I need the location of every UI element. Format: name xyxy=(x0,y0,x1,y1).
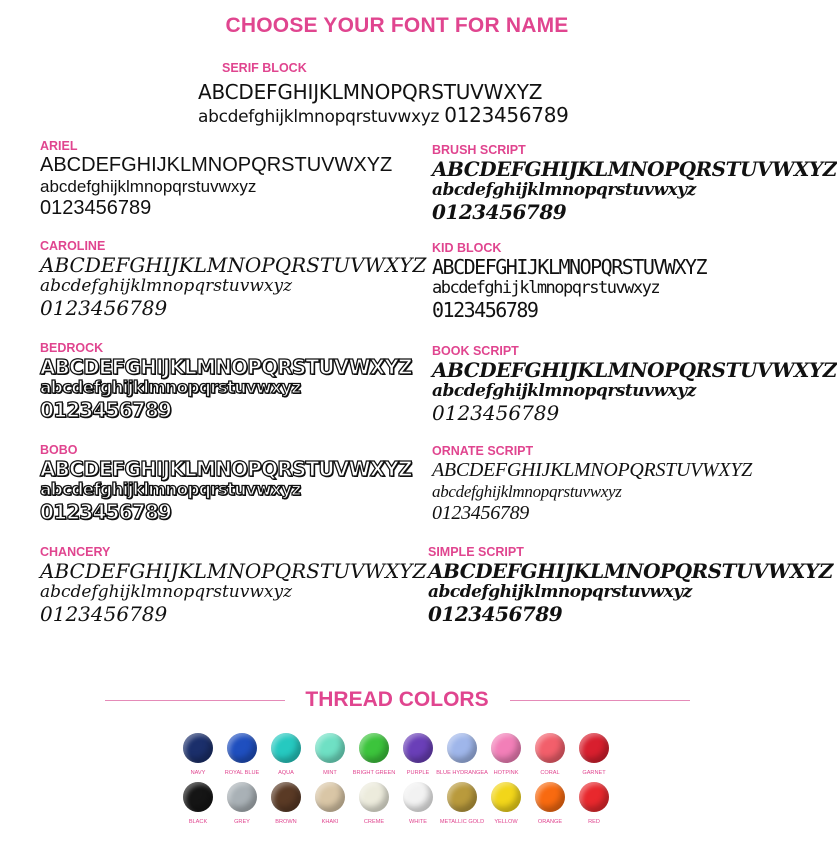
swatch-label: GREY xyxy=(234,819,250,825)
swatch-label: CREME xyxy=(363,819,385,825)
digits-sample: 0123456789 xyxy=(40,295,168,320)
uppercase-sample: ABCDEFGHIJKLMNOPQRSTUVWXYZ xyxy=(40,253,427,277)
color-swatch-coral[interactable] xyxy=(528,733,572,776)
swatch-label: AQUA xyxy=(278,770,294,776)
thread-spool-icon xyxy=(447,782,477,812)
lowercase-sample: abcdefghijklmnopqrstuvwxyz xyxy=(428,582,692,602)
color-swatch-orange[interactable] xyxy=(528,782,572,825)
thread-spool-icon xyxy=(579,733,609,763)
thread-spool-icon xyxy=(315,782,345,812)
font-label: ARIEL xyxy=(40,139,78,153)
thread-spool-icon xyxy=(579,782,609,812)
thread-spool-icon xyxy=(359,733,389,763)
thread-spool-icon xyxy=(183,733,213,763)
swatch-label: ROYAL BLUE xyxy=(224,770,260,776)
digits-sample: 0123456789 xyxy=(432,199,567,224)
color-swatch-royal-blue[interactable] xyxy=(220,733,264,776)
uppercase-sample: ABCDEFGHIJKLMNOPQRSTUVWXYZ xyxy=(428,559,833,583)
thread-spool-icon xyxy=(447,733,477,763)
color-swatch-purple[interactable] xyxy=(396,733,440,776)
font-label: ORNATE SCRIPT xyxy=(432,444,534,458)
color-swatch-hotpink[interactable] xyxy=(484,733,528,776)
thread-spool-icon xyxy=(271,733,301,763)
color-swatch-grey[interactable] xyxy=(220,782,264,825)
swatch-label: ORANGE xyxy=(537,819,563,825)
color-swatch-brown[interactable] xyxy=(264,782,308,825)
lowercase-sample: abcdefghijklmnopqrstuvwxyz xyxy=(432,278,660,298)
swatch-row xyxy=(176,733,616,776)
lowercase-sample: abcdefghijklmnopqrstuvwxyz xyxy=(40,582,293,602)
swatch-label: WHITE xyxy=(408,819,428,825)
swatch-label: BRIGHT GREEN xyxy=(352,770,396,776)
thread-colors-title: THREAD COLORS xyxy=(305,688,489,711)
font-label: SERIF BLOCK xyxy=(222,61,307,75)
uppercase-sample: ABCDEFGHIJKLMNOPQRSTUVWXYZ xyxy=(198,80,543,104)
font-sample-ariel[interactable] xyxy=(40,138,400,220)
lowercase-sample: abcdefghijklmnopqrstuvwxyz xyxy=(40,378,301,398)
lowercase-sample: abcdefghijklmnopqrstuvwxyz xyxy=(40,276,293,296)
uppercase-sample: ABCDEFGHIJKLMNOPQRSTUVWXYZ xyxy=(40,355,412,379)
swatch-row xyxy=(176,782,616,825)
thread-spool-icon xyxy=(315,733,345,763)
color-swatch-white[interactable] xyxy=(396,782,440,825)
color-swatch-navy[interactable] xyxy=(176,733,220,776)
color-swatch-khaki[interactable] xyxy=(308,782,352,825)
swatch-label: GARNET xyxy=(582,770,606,776)
thread-spool-icon xyxy=(271,782,301,812)
page-title: CHOOSE YOUR FONT FOR NAME xyxy=(225,14,569,37)
uppercase-sample: ABCDEFGHIJKLMNOPQRSTUVWXYZ xyxy=(432,255,707,279)
font-label: BOBO xyxy=(40,443,78,457)
swatch-label: BLACK xyxy=(188,819,208,825)
thread-spool-icon xyxy=(403,733,433,763)
font-sample-bobo[interactable] xyxy=(40,442,412,524)
font-sample-bedrock[interactable] xyxy=(40,340,412,422)
swatch-label: PURPLE xyxy=(406,770,430,776)
font-sample-brush-script[interactable] xyxy=(432,142,837,224)
swatch-label: CORAL xyxy=(540,770,560,776)
thread-spool-icon xyxy=(535,782,565,812)
digits-sample: 0123456789 xyxy=(428,601,563,626)
uppercase-sample: ABCDEFGHIJKLMNOPQRSTUVWXYZ xyxy=(40,559,427,583)
thread-spool-icon xyxy=(183,782,213,812)
thread-spool-icon xyxy=(403,782,433,812)
color-swatch-black[interactable] xyxy=(176,782,220,825)
color-swatch-yellow[interactable] xyxy=(484,782,528,825)
swatch-label: RED xyxy=(588,819,600,825)
uppercase-sample: ABCDEFGHIJKLMNOPQRSTUVWXYZ xyxy=(40,457,412,481)
color-swatch-metallic-gold[interactable] xyxy=(440,782,484,825)
thread-spool-icon xyxy=(491,733,521,763)
thread-colors-header xyxy=(0,686,794,716)
divider xyxy=(510,700,690,701)
thread-spool-icon xyxy=(227,733,257,763)
lowercase-sample: abcdefghijklmnopqrstuvwxyz xyxy=(40,480,301,500)
thread-spool-icon xyxy=(535,733,565,763)
font-sample-simple-script[interactable] xyxy=(428,544,833,626)
digits-sample: 0123456789 xyxy=(432,297,538,322)
font-label: KID BLOCK xyxy=(432,241,502,255)
thread-spool-icon xyxy=(491,782,521,812)
font-label: BRUSH SCRIPT xyxy=(432,143,526,157)
lowercase-sample: abcdefghijklmnopqrstuvwxyz xyxy=(198,107,440,127)
digits-sample: 0123456789 xyxy=(444,103,569,127)
color-swatch-garnet[interactable] xyxy=(572,733,616,776)
uppercase-sample: ABCDEFGHIJKLMNOPQRSTUVWXYZ xyxy=(432,157,837,181)
color-swatch-blue-hydrangea[interactable] xyxy=(436,733,488,776)
color-swatch-mint[interactable] xyxy=(308,733,352,776)
font-label: BEDROCK xyxy=(40,341,104,355)
swatch-label: HOTPINK xyxy=(493,770,519,776)
color-swatch-bright-green[interactable] xyxy=(352,733,396,776)
swatch-label: MINT xyxy=(323,770,337,776)
thread-spool-icon xyxy=(359,782,389,812)
swatch-label: KHAKI xyxy=(321,819,339,825)
color-swatch-red[interactable] xyxy=(572,782,616,825)
uppercase-sample: ABCDEFGHIJKLMNOPQRSTUVWXYZ xyxy=(40,154,393,176)
digits-sample: 0123456789 xyxy=(432,400,560,425)
swatch-label: YELLOW xyxy=(494,819,518,825)
digits-sample: 0123456789 xyxy=(432,501,530,524)
font-label: CAROLINE xyxy=(40,239,106,253)
lowercase-sample: abcdefghijklmnopqrstuvwxyz xyxy=(432,482,622,501)
font-sample-serif-block[interactable] xyxy=(198,60,618,128)
font-sample-ornate-script[interactable] xyxy=(432,443,792,525)
font-sample-kid-block[interactable] xyxy=(432,240,792,322)
lowercase-digits-sample xyxy=(198,104,618,128)
lowercase-sample: abcdefghijklmnopqrstuvwxyz xyxy=(40,177,257,196)
uppercase-sample: ABCDEFGHIJKLMNOPQRSTUVWXYZ xyxy=(432,459,752,481)
swatch-label: NAVY xyxy=(190,770,206,776)
font-label: CHANCERY xyxy=(40,545,111,559)
color-swatch-creme[interactable] xyxy=(352,782,396,825)
swatch-label: METALLIC GOLD xyxy=(439,819,485,825)
lowercase-sample: abcdefghijklmnopqrstuvwxyz xyxy=(432,180,696,200)
digits-sample: 0123456789 xyxy=(40,196,152,219)
font-label: SIMPLE SCRIPT xyxy=(428,545,524,559)
font-sample-book-script[interactable] xyxy=(432,343,837,425)
digits-sample: 0123456789 xyxy=(40,601,168,626)
swatch-label: BLUE HYDRANGEA xyxy=(436,770,488,776)
digits-sample: 0123456789 xyxy=(40,499,172,524)
swatch-label: BROWN xyxy=(275,819,297,825)
font-label: BOOK SCRIPT xyxy=(432,344,519,358)
uppercase-sample: ABCDEFGHIJKLMNOPQRSTUVWXYZ xyxy=(432,358,837,382)
font-sample-caroline[interactable] xyxy=(40,238,427,320)
lowercase-sample: abcdefghijklmnopqrstuvwxyz xyxy=(432,381,696,401)
digits-sample: 0123456789 xyxy=(40,397,172,422)
thread-spool-icon xyxy=(227,782,257,812)
color-swatch-aqua[interactable] xyxy=(264,733,308,776)
font-sample-chancery[interactable] xyxy=(40,544,427,626)
